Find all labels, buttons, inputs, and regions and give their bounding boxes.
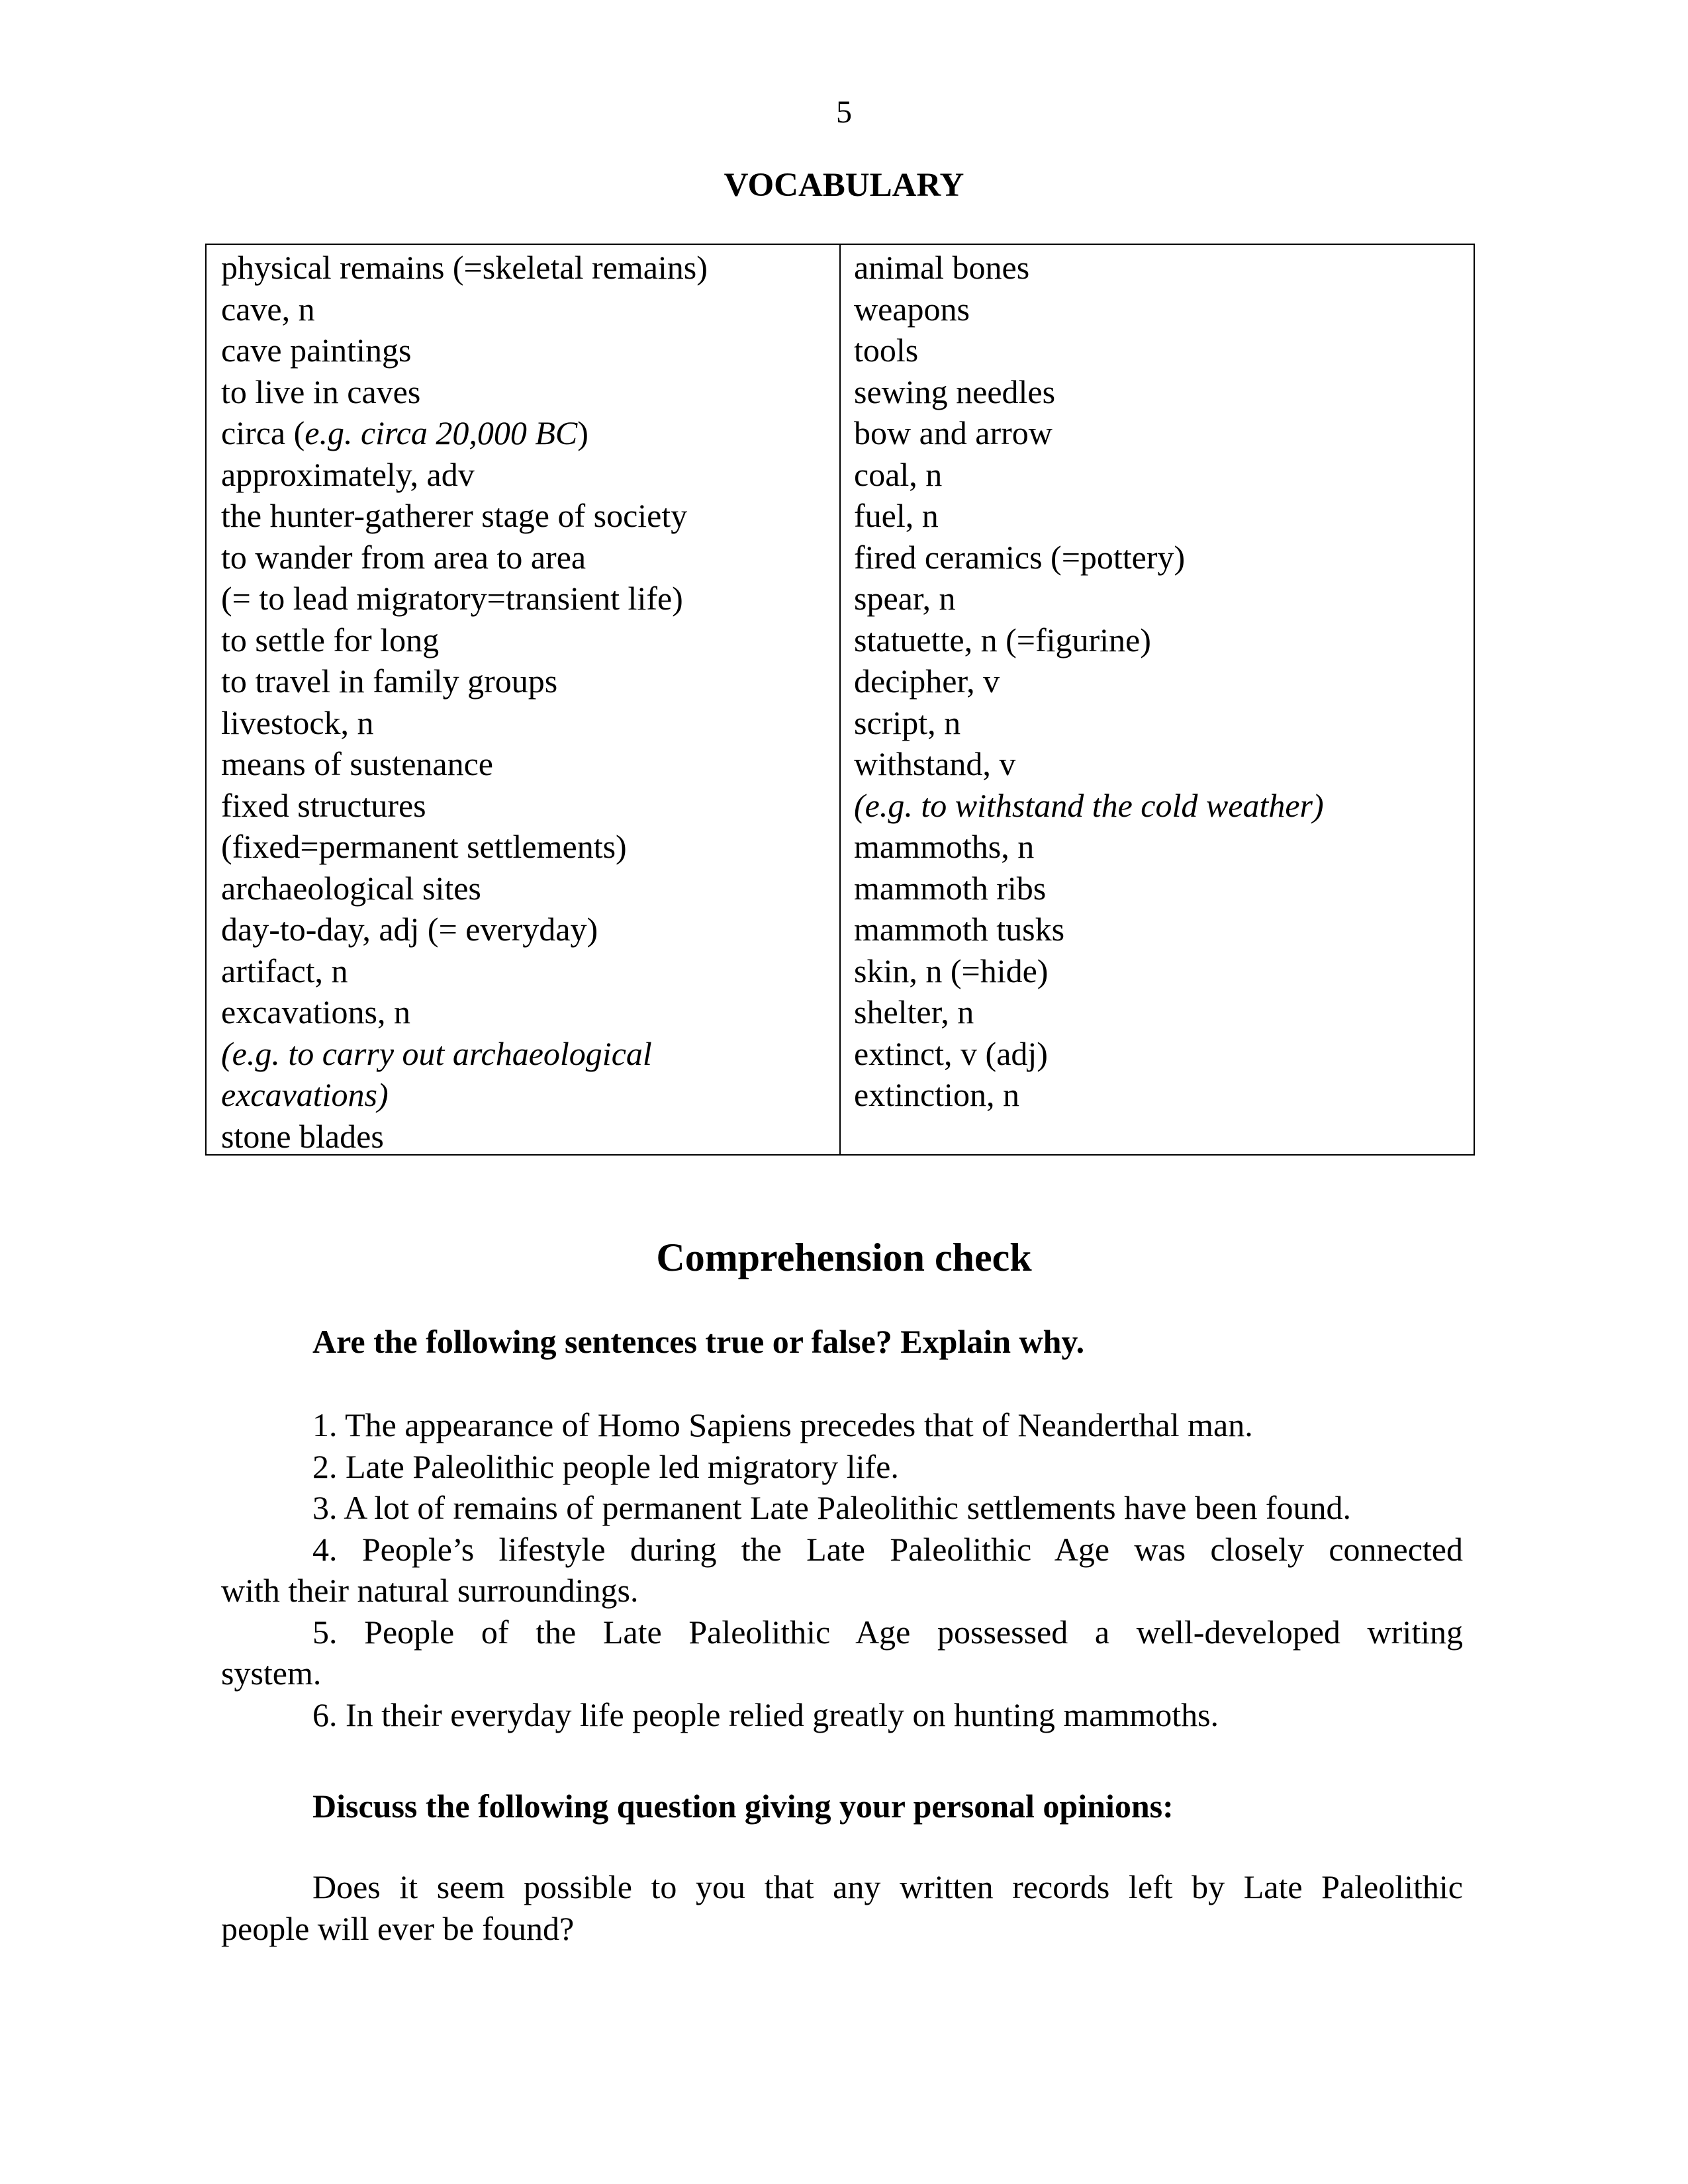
vocab-term: fuel, n <box>854 497 939 534</box>
vocabulary-left-column <box>207 245 841 1154</box>
vocab-term: to settle for long <box>221 621 440 659</box>
discussion-question-line-1: Does it seem possible to you that any written records left by Late Paleolithic <box>312 1868 1463 1905</box>
statement-list <box>221 1404 1463 1735</box>
vocab-term: to wander from area to area <box>221 538 586 576</box>
vocab-example: excavations) <box>221 1076 389 1113</box>
vocab-term: extinct, v (adj) <box>854 1034 1048 1072</box>
statement-3: 3. A lot of remains of permanent Late Paleolithic settlements have been found. <box>312 1489 1351 1526</box>
vocab-term: cave, n <box>221 290 315 328</box>
vocab-term: stone blades <box>221 1117 384 1155</box>
statement-4 <box>221 1529 1463 1612</box>
vocab-term: statuette, n (=figurine) <box>854 621 1151 659</box>
statement-5 <box>221 1612 1463 1694</box>
vocab-example: (e.g. to carry out archaeological <box>221 1034 652 1072</box>
vocab-term: weapons <box>854 290 970 328</box>
vocab-term: approximately, adv <box>221 455 475 493</box>
vocab-term: decipher, v <box>854 662 1000 700</box>
vocab-term: excavations, n <box>221 993 411 1030</box>
vocab-term: mammoths, n <box>854 828 1035 865</box>
vocab-term: day-to-day, adj (= everyday) <box>221 911 598 948</box>
vocab-term: archaeological sites <box>221 869 481 907</box>
vocab-term: fired ceramics (=pottery) <box>854 538 1186 576</box>
statement-1: 1. The appearance of Homo Sapiens precedes that of Neanderthal man. <box>312 1406 1253 1443</box>
vocab-term: to travel in family groups <box>221 662 558 700</box>
vocab-term: livestock, n <box>221 704 374 741</box>
vocab-term: spear, n <box>854 580 956 617</box>
vocab-term: mammoth ribs <box>854 869 1047 907</box>
statement-2: 2. Late Paleolithic people led migratory life. <box>312 1447 899 1485</box>
comprehension-heading: Comprehension check <box>656 1236 1032 1279</box>
vocabulary-right-column <box>841 245 1474 1154</box>
vocab-term: physical remains (=skeletal remains) <box>221 249 708 286</box>
vocab-term: bow and arrow <box>854 414 1053 451</box>
vocab-term: (fixed=permanent settlements) <box>221 828 627 865</box>
discussion-instruction: Discuss the following question giving your personal opinions: <box>312 1788 1174 1825</box>
vocab-term: skin, n (=hide) <box>854 952 1049 989</box>
statement-5-line-2: system. <box>221 1655 322 1692</box>
vocab-example: (e.g. to withstand the cold weather) <box>854 786 1324 824</box>
vocab-term: sewing needles <box>854 373 1056 410</box>
page-number: 5 <box>836 95 852 130</box>
true-false-instruction: Are the following sentences true or false? Explain why. <box>312 1323 1085 1360</box>
vocab-term: means of sustenance <box>221 745 493 782</box>
vocab-term: artifact, n <box>221 952 348 989</box>
vocab-term: cave paintings <box>221 332 412 369</box>
vocab-term: tools <box>854 332 919 369</box>
statement-6: 6. In their everyday life people relied greatly on hunting mammoths. <box>312 1696 1219 1733</box>
vocab-term: coal, n <box>854 455 943 493</box>
statement-5-line-1: 5. People of the Late Paleolithic Age possessed a well-developed writing <box>312 1613 1463 1651</box>
vocabulary-table <box>205 244 1475 1156</box>
vocab-term: to live in caves <box>221 373 421 410</box>
statement-4-line-1: 4. People’s lifestyle during the Late Paleolithic Age was closely connected <box>312 1530 1463 1568</box>
vocab-term: fixed structures <box>221 786 426 824</box>
vocab-term: shelter, n <box>854 993 974 1030</box>
discussion-question <box>221 1866 1463 1949</box>
vocab-term: animal bones <box>854 249 1030 286</box>
vocabulary-title: VOCABULARY <box>724 167 964 204</box>
vocab-term: extinction, n <box>854 1076 1019 1113</box>
vocab-term: mammoth tusks <box>854 911 1065 948</box>
vocab-term: circa (e.g. circa 20,000 BC) <box>221 414 588 451</box>
vocab-term: script, n <box>854 704 961 741</box>
vocab-term: the hunter-gatherer stage of society <box>221 497 688 534</box>
vocab-term: (= to lead migratory=transient life) <box>221 580 683 617</box>
statement-4-line-2: with their natural surroundings. <box>221 1572 639 1609</box>
discussion-question-line-2: people will ever be found? <box>221 1909 575 1947</box>
vocab-term: withstand, v <box>854 745 1016 782</box>
